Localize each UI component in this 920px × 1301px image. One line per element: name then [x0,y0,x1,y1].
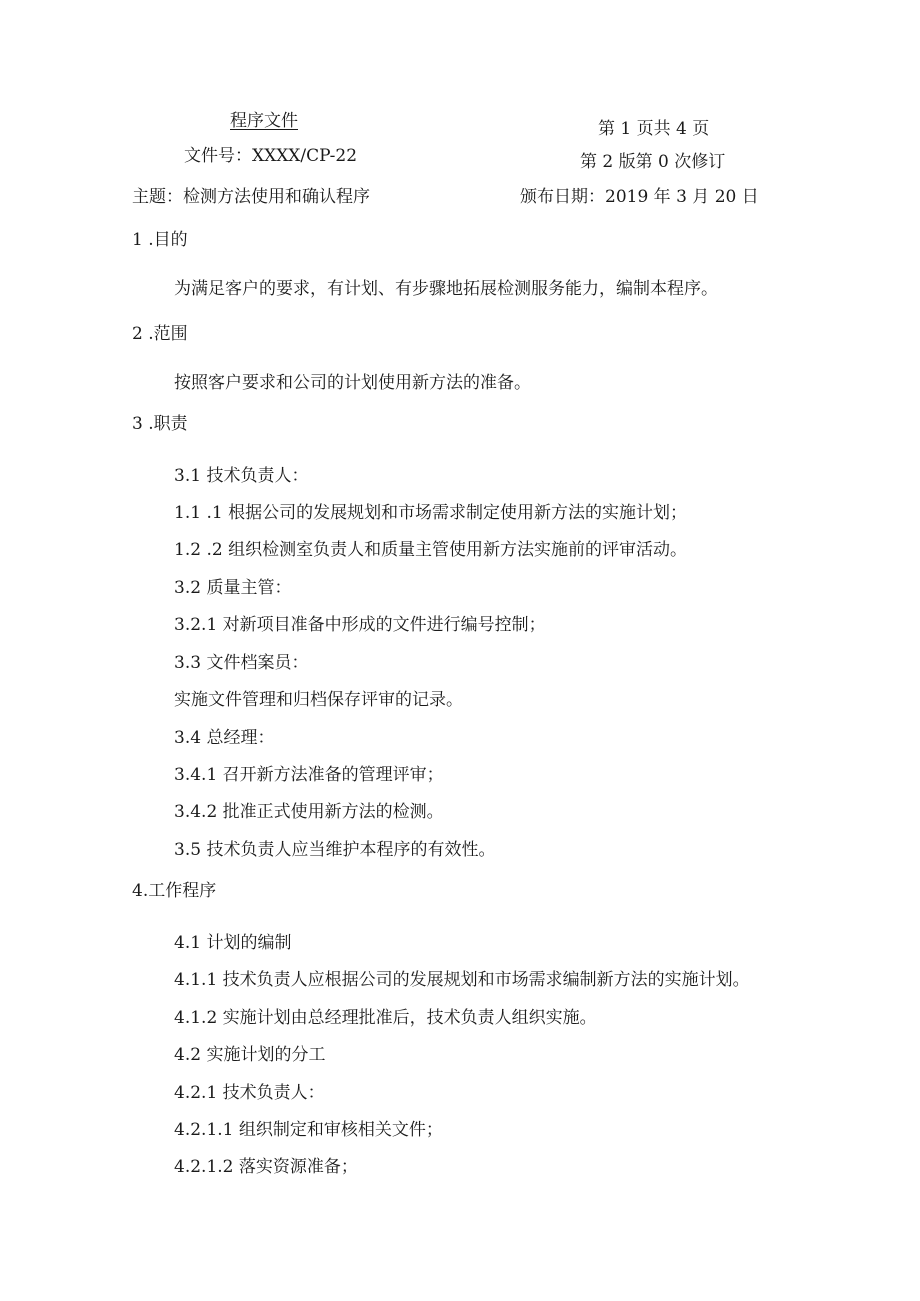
list-item: 4.2.1 技术负责人： [174,1083,325,1103]
list-item: 3.2 质量主管： [174,578,292,598]
section-2-body: 按照客户要求和公司的计划使用新方法的准备。 [174,373,531,393]
list-item: 3.1 技术负责人： [174,466,309,486]
doc-number: 文件号：XXXX/CP-22 [184,146,358,166]
doc-type: 程序文件 [230,111,298,131]
list-item: 4.1.1 技术负责人应根据公司的发展规划和市场需求编制新方法的实施计划。 [174,970,750,990]
section-1-body: 为满足客户的要求，有计划、有步骤地拓展检测服务能力，编制本程序。 [174,279,718,299]
list-item: 4.1.2 实施计划由总经理批准后，技术负责人组织实施。 [174,1008,597,1028]
doc-subject: 主题：检测方法使用和确认程序 [132,187,370,207]
list-item: 3.4.1 召开新方法准备的管理评审； [174,765,444,785]
list-item: 3.3 文件档案员： [174,653,309,673]
issue-date: 颁布日期：2019 年 3 月 20 日 [520,187,759,207]
page-info: 第 1 页共 4 页 [598,119,710,139]
list-item: 4.2.1.1 组织制定和审核相关文件； [174,1120,443,1140]
list-item: 3.2.1 对新项目准备中形成的文件进行编号控制； [174,615,546,635]
list-item: 1.1 .1 根据公司的发展规划和市场需求制定使用新方法的实施计划； [174,503,688,523]
section-4-title: 4.工作程序 [132,881,217,901]
section-3-title: 3 .职责 [132,414,188,434]
list-item: 4.2.1.2 落实资源准备； [174,1157,358,1177]
list-item: 3.4 总经理： [174,728,275,748]
section-1-title: 1 .目的 [132,230,188,250]
section-2-title: 2 .范围 [132,324,188,344]
version-info: 第 2 版第 0 次修订 [580,152,726,172]
list-item: 3.5 技术负责人应当维护本程序的有效性。 [174,840,496,860]
list-item: 4.1 计划的编制 [174,933,292,953]
list-item: 4.2 实施计划的分工 [174,1045,326,1065]
list-item: 实施文件管理和归档保存评审的记录。 [174,690,463,710]
list-item: 3.4.2 批准正式使用新方法的检测。 [174,802,444,822]
list-item: 1.2 .2 组织检测室负责人和质量主管使用新方法实施前的评审活动。 [174,540,688,560]
